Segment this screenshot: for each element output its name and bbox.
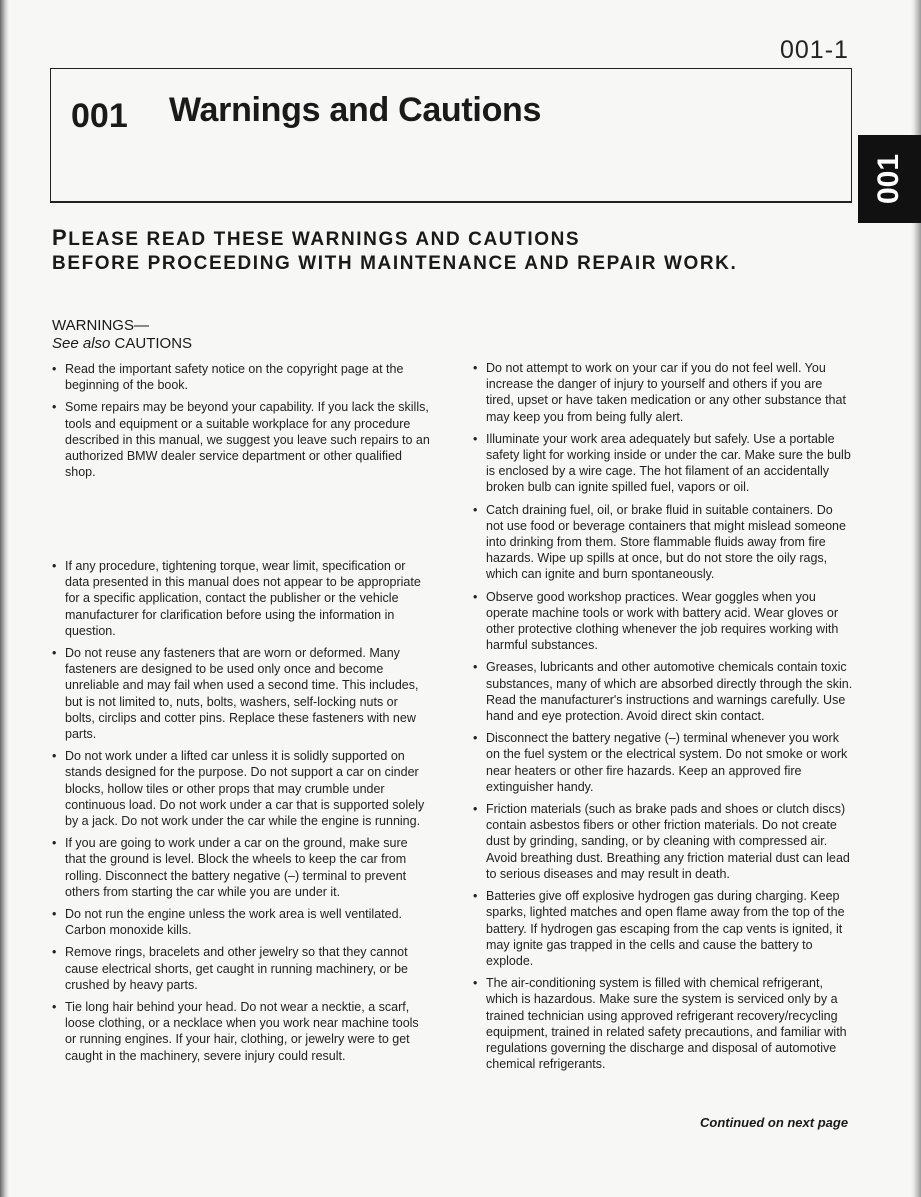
- warning-item: • Friction materials (such as brake pads and shoes or clutch discs) contain asbestos fibers or other friction materials. Do not create dust by grinding, sanding, or by cleaning with compressed air. Avoid breathing dust. Breathing any friction material dust can lead to serious diseases and may result in death.: [473, 801, 853, 882]
- warning-item: • Remove rings, bracelets and other jewelry so that they cannot cause electrical shorts, get caught in running machinery, or be crushed by heavy parts.: [52, 944, 430, 993]
- page-number: 001-1: [780, 36, 849, 64]
- banner-line-1-rest: LEASE READ THESE WARNINGS AND CAUTIONS: [68, 229, 581, 250]
- right-column: [473, 360, 853, 1078]
- warning-item: • Disconnect the battery negative (–) terminal whenever you work on the fuel system or the electrical system. Do not smoke or work near heaters or other fire hazards. Keep an approved fire extinguisher handy.: [473, 730, 853, 795]
- side-tab-label: 001: [872, 153, 906, 205]
- chapter-title-box: [50, 68, 852, 203]
- read-warnings-banner: [52, 226, 832, 276]
- chapter-title: Warnings and Cautions: [169, 91, 542, 129]
- warnings-heading: [52, 317, 192, 353]
- banner-first-letter: P: [52, 225, 69, 250]
- left-column-top: [52, 361, 430, 486]
- warning-item: • Batteries give off explosive hydrogen gas during charging. Keep sparks, lighted matches and open flame away from the top of the battery. If hydrogen gas escaping from the cap vents is ignited, it may ignite gas trapped in the cells and cause the battery to explode.: [473, 888, 853, 969]
- warning-item: • Read the important safety notice on the copyright page at the beginning of the book.: [52, 361, 430, 393]
- continued-note: Continued on next page: [700, 1115, 849, 1130]
- banner-line-1: [52, 226, 832, 252]
- warning-item: • If any procedure, tightening torque, wear limit, specification or data presented in this manual does not appear to be appropriate for a specific application, contact the publisher or the vehicle manufacturer for clarification before using the information in question.: [52, 558, 430, 639]
- warning-list-right: [473, 360, 853, 1072]
- warning-item: • Some repairs may be beyond your capability. If you lack the skills, tools and equipment or a suitable workplace for any procedure described in this manual, we suggest you leave such repairs to an authorized BMW dealer service department or other qualified shop.: [52, 399, 430, 480]
- warning-item: • Do not run the engine unless the work area is well ventilated. Carbon monoxide kills.: [52, 906, 430, 938]
- warning-item: • The air-conditioning system is filled with chemical refrigerant, which is hazardous. Make sure the system is serviced only by a trained technician using approved refrigerant recovery/recycling equipment, trained in related safety precautions, and familiar with regulations governing the discharge and disposal of automotive chemical refrigerants.: [473, 975, 853, 1072]
- warning-item: • Do not reuse any fasteners that are worn or deformed. Many fasteners are designed to be used only once and become unreliable and may fail when used a second time. This includes, but is not limited to, nuts, bolts, washers, self-locking nuts or bolts, circlips and cotter pins. Replace these fasteners with new parts.: [52, 645, 430, 742]
- warning-item: • Greases, lubricants and other automotive chemicals contain toxic substances, many of which are absorbed directly through the skin. Read the manufacturer's instructions and warnings carefully. Use hand and eye protection. Avoid direct skin contact.: [473, 659, 853, 724]
- warning-list-left-bottom: [52, 558, 430, 1064]
- warning-item: • Observe good workshop practices. Wear goggles when you operate machine tools or work with battery acid. Wear gloves or other protective clothing whenever the job requires working with harmful substances.: [473, 589, 853, 654]
- see-also-line: [52, 335, 192, 353]
- banner-line-2: BEFORE PROCEEDING WITH MAINTENANCE AND REPAIR WORK.: [52, 253, 738, 274]
- see-also-target: CAUTIONS: [114, 335, 193, 352]
- warning-item: • Illuminate your work area adequately but safely. Use a portable safety light for working inside or under the car. Make sure the bulb is enclosed by a wire cage. The hot filament of an accidentally broken bulb can ignite spilled fuel, vapors or oil.: [473, 431, 853, 496]
- chapter-side-tab[interactable]: [858, 135, 921, 223]
- left-column-bottom: [52, 558, 430, 1070]
- warning-item: • Tie long hair behind your head. Do not wear a necktie, a scarf, loose clothing, or a necklace when you work near machine tools or running engines. If your hair, clothing, or jewelry were to get caught in the machinery, severe injury could result.: [52, 999, 430, 1064]
- warning-item: • Do not work under a lifted car unless it is solidly supported on stands designed for the purpose. Do not support a car on cinder blocks, hollow tiles or other props that may crumble under continuous load. Do not work under a car that is supported solely by a jack. Do not work under the car while the engine is running.: [52, 748, 430, 829]
- page-left-edge: [0, 0, 9, 1197]
- chapter-number: 001: [71, 97, 128, 135]
- warning-item: • Do not attempt to work on your car if you do not feel well. You increase the danger of injury to yourself and others if you are tired, upset or have taken medication or any other substance that may keep you from being fully alert.: [473, 360, 853, 425]
- warning-item: • If you are going to work under a car on the ground, make sure that the ground is level. Block the wheels to keep the car from rolling. Disconnect the battery negative (–) terminal to prevent others from starting the car while you are under it.: [52, 835, 430, 900]
- warning-list-left-top: [52, 361, 430, 480]
- warnings-title: WARNINGS—: [52, 317, 149, 334]
- warning-item: • Catch draining fuel, oil, or brake fluid in suitable containers. Do not use food or beverage containers that might mislead someone into drinking from them. Store flammable fluids away from fire hazards. Wipe up spills at once, but do not store the oily rags, which can ignite and burn spontaneously.: [473, 502, 853, 583]
- see-also-label: See also: [52, 335, 111, 352]
